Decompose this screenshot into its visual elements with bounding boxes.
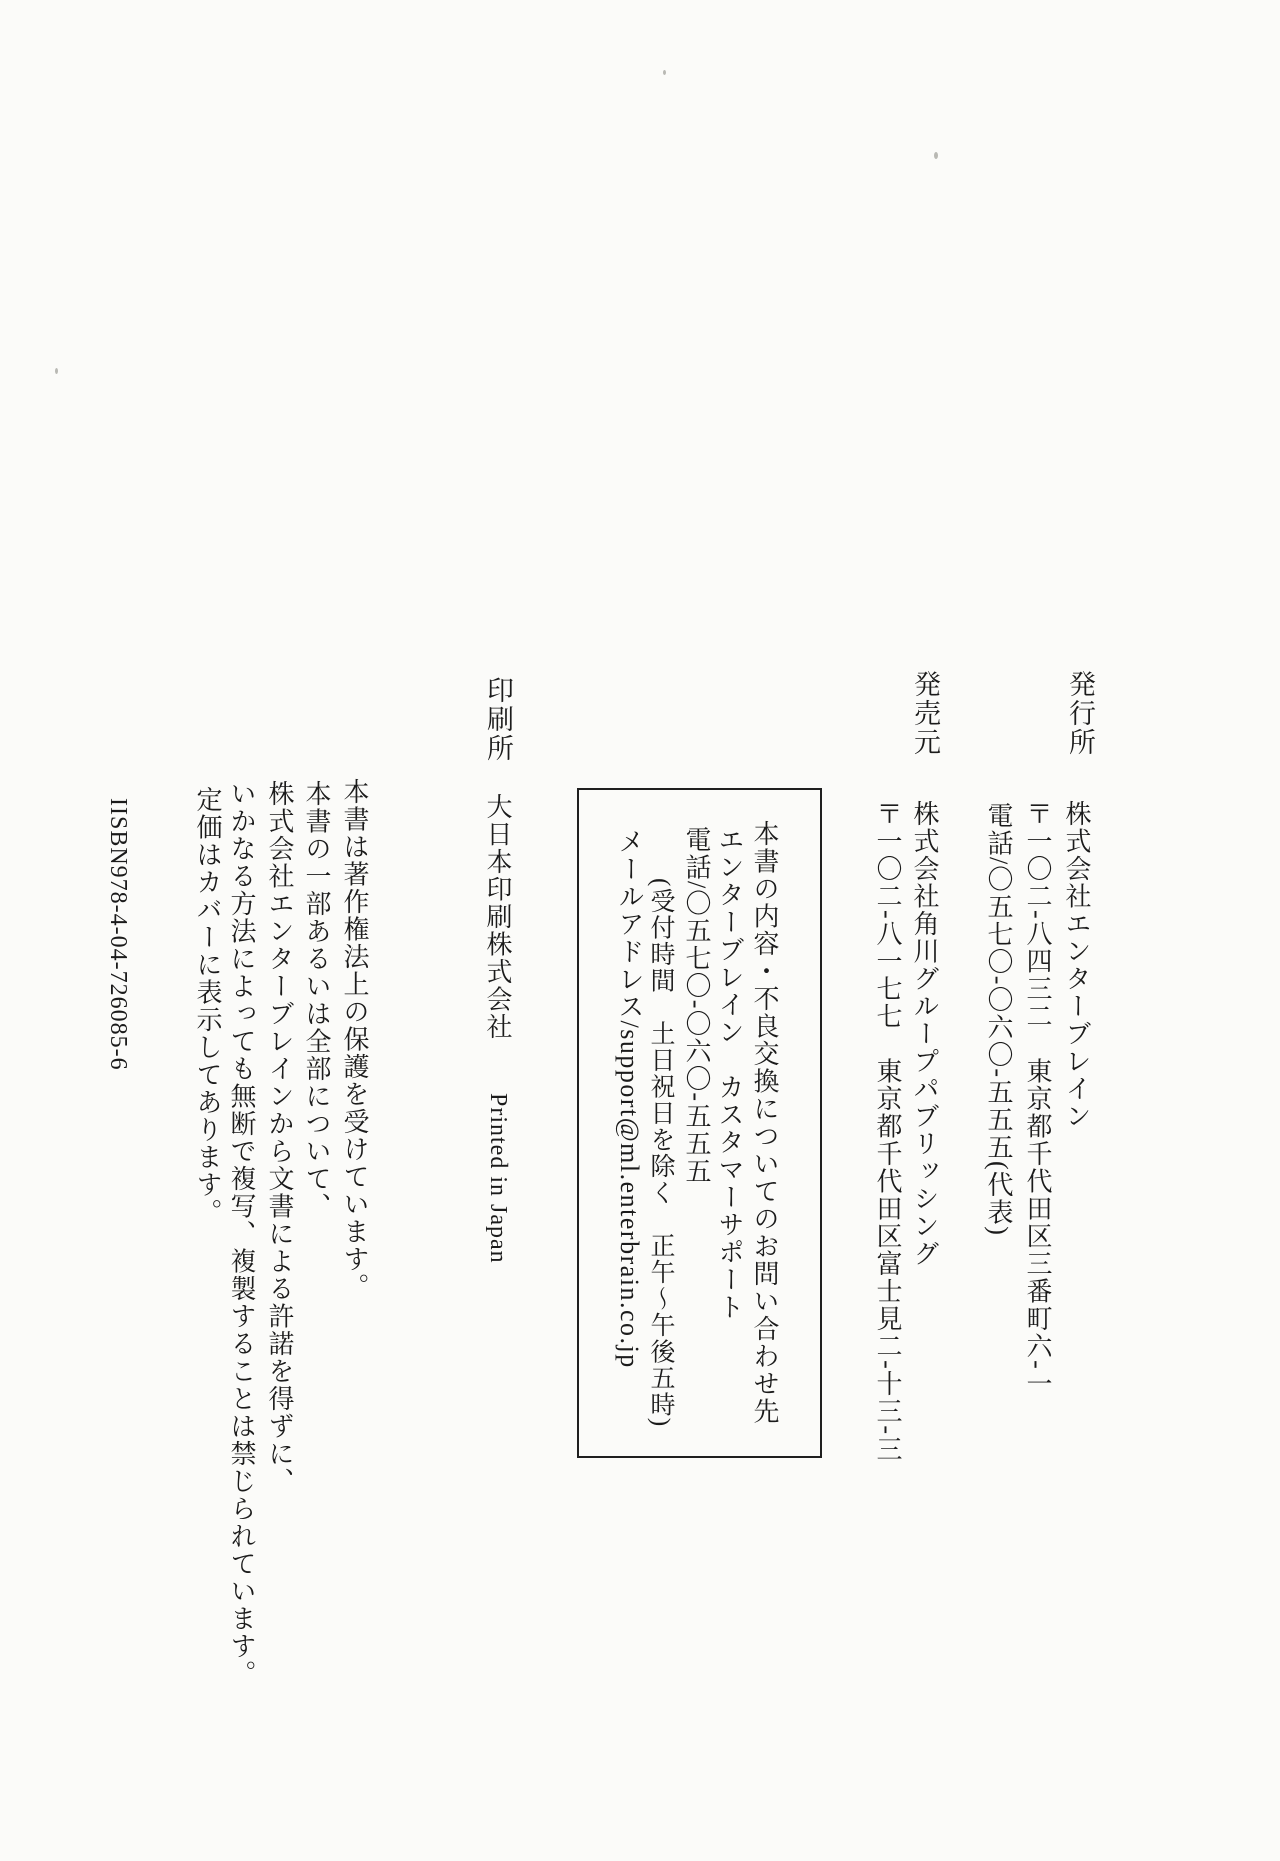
scan-speck [663,70,666,75]
inquiry-title: 本書の内容・不良交換についてのお問い合わせ先 [750,820,779,1425]
printed-in-japan: Printed in Japan [485,1093,511,1264]
copyright-line-4: いかなる方法によっても無断で複写、複製することは禁じられています。 [227,780,256,1688]
publisher-company: 株式会社エンターブレイン [1062,800,1091,1130]
publisher-address: 〒一〇二-八四三二 東京都千代田区三番町六-一 [1023,800,1052,1398]
publisher-label: 発行所 [1065,670,1095,757]
copyright-line-5: 定価はカバーに表示してあります。 [193,786,222,1226]
copyright-line-2: 本書の一部あるいは全部について、 [302,780,331,1220]
inquiry-hours: (受付時間 土日祝日を除く 正午〜午後五時) [647,878,674,1428]
scan-speck [934,152,938,159]
copyright-line-1: 本書は著作権法上の保護を受けています。 [340,778,369,1301]
distributor-address: 〒一〇二-八一七七 東京都千代田区富士見二-十三-三 [873,800,902,1463]
copyright-line-3: 株式会社エンターブレインから文書による許諾を得ずに、 [265,780,294,1495]
scan-speck [55,368,58,374]
distributor-label: 発売元 [910,670,940,757]
isbn-number: IISBN978-4-04-726085-6 [105,798,131,1071]
inquiry-phone: 電話/〇五七〇-〇六〇-五五五 [682,826,711,1186]
printer-company: 大日本印刷株式会社 [483,793,512,1041]
printer-label: 印刷所 [483,676,513,763]
distributor-company: 株式会社角川グループパブリッシング [910,800,939,1268]
inquiry-support-name: エンターブレイン カスタマーサポート [715,826,744,1321]
inquiry-email: メールアドレス/support@ml.enterbrain.co.jp [615,828,644,1369]
publisher-phone: 電話/〇五七〇-〇六〇-五五五(代表) [984,802,1013,1237]
